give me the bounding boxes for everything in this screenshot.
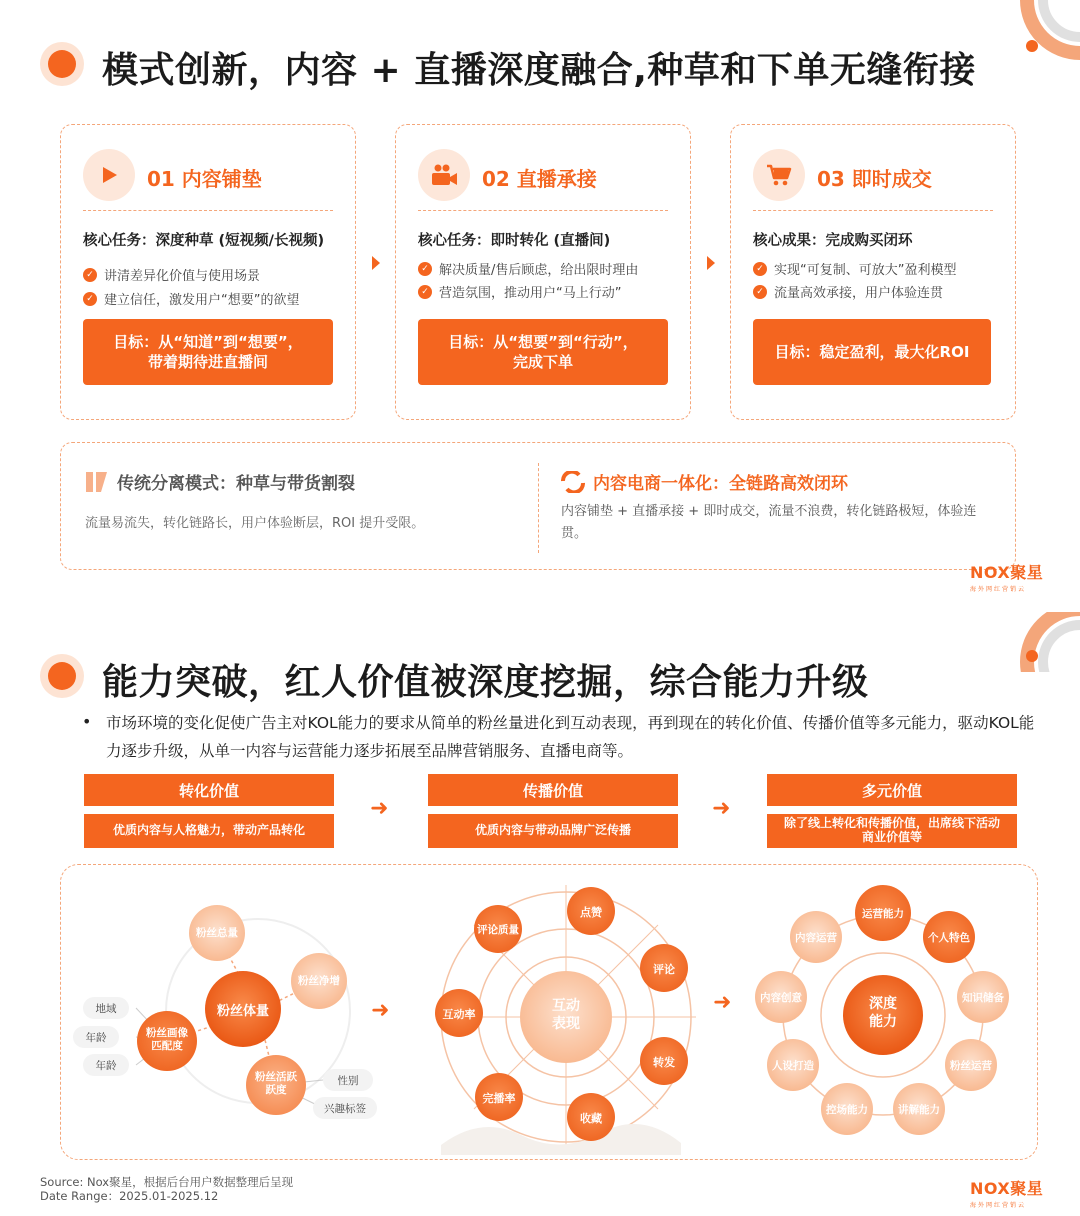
node-label: 评论质量 <box>477 924 519 936</box>
node-label: 粉丝活跃 跃度 <box>255 1071 297 1097</box>
goal-banner: 目标：从“知道”到“想要”， 带着期待进直播间 <box>83 319 333 385</box>
card-task: 核心任务：深度种草 (短视频/长视频) <box>83 233 325 249</box>
split-icon <box>85 471 109 493</box>
node-label: 点赞 <box>580 906 602 919</box>
card-title: 01 内容铺垫 <box>147 167 262 191</box>
value-head: 多元价值 <box>767 774 1017 806</box>
pill-label: 年龄 <box>85 1032 107 1044</box>
arrow-right-icon <box>372 256 380 270</box>
value-head: 传播价值 <box>428 774 678 806</box>
card-bullet: ✓ 讲清差异化价值与使用场景 <box>83 265 260 284</box>
check-icon: ✓ <box>418 285 432 299</box>
node-label: 评论 <box>653 963 675 976</box>
check-icon: ✓ <box>83 292 97 306</box>
step-card-content <box>60 124 356 420</box>
traditional-mode-title: 传统分离模式：种草与带货割裂 <box>85 469 355 494</box>
date-range: Date Range：2025.01-2025.12 <box>40 1189 219 1203</box>
nox-logo: NOX聚星 海外网红营销云 <box>970 1179 1044 1209</box>
corner-decoration <box>1020 612 1080 672</box>
divider <box>538 463 539 553</box>
section-title: 能力突破，红人价值被深度挖掘，综合能力升级 <box>102 662 869 703</box>
center-label: 深度 能力 <box>869 996 897 1031</box>
comparison-box <box>60 442 1016 570</box>
value-body: 优质内容与人格魅力，带动产品转化 <box>84 814 334 848</box>
card-title: 03 即时成交 <box>817 167 932 191</box>
arrow-right-icon: ➜ <box>370 796 389 821</box>
check-icon: ✓ <box>83 268 97 282</box>
node-label: 人设打造 <box>772 1060 814 1072</box>
node-label: 控场能力 <box>826 1104 868 1116</box>
pill-label: 兴趣标签 <box>324 1103 366 1115</box>
title-dot <box>40 654 84 698</box>
node-label: 内容创意 <box>760 992 802 1004</box>
arrow-right-icon: ➜ <box>712 796 731 821</box>
node-label: 运营能力 <box>862 908 904 920</box>
node-label: 收藏 <box>580 1112 602 1125</box>
step-card-live <box>395 124 691 420</box>
card-bullet: ✓ 流量高效承接，用户体验连贯 <box>753 282 943 301</box>
pill-label: 性别 <box>337 1075 359 1087</box>
node-label: 粉丝画像 匹配度 <box>146 1027 188 1053</box>
card-header <box>418 149 668 211</box>
arrow-right-icon: ➜ <box>371 998 390 1023</box>
node-label: 知识储备 <box>962 992 1004 1004</box>
value-body: 除了线上转化和传播价值，出席线下活动 商业价值等 <box>767 814 1017 848</box>
node-label: 粉丝净增 <box>298 975 340 987</box>
card-bullet: ✓ 实现“可复制、可放大”盈利模型 <box>753 259 956 278</box>
loop-icon <box>561 471 585 493</box>
card-title: 02 直播承接 <box>482 167 597 191</box>
card-bullet: ✓ 营造氛围，推动用户“马上行动” <box>418 282 621 301</box>
pill-label: 地域 <box>95 1003 117 1015</box>
traditional-mode-text: 流量易流失，转化链路长，用户体验断层，ROI 提升受限。 <box>85 516 425 531</box>
card-bullet: ✓ 建立信任，激发用户“想要”的欲望 <box>83 289 299 308</box>
integrated-mode-text: 内容铺垫 + 直播承接 + 即时成交，流量不浪费，转化链路极短，体验连贯。 <box>561 504 977 542</box>
goal-banner: 目标：从“想要”到“行动”， 完成下单 <box>418 319 668 385</box>
capability-diagrams <box>60 864 1038 1160</box>
node-label: 粉丝总量 <box>196 927 238 939</box>
arrow-right-icon <box>707 256 715 270</box>
step-card-deal <box>730 124 1016 420</box>
node-label: 转发 <box>653 1056 675 1069</box>
value-head: 转化价值 <box>84 774 334 806</box>
node-label: 完播率 <box>482 1092 516 1105</box>
card-task: 核心任务：即时转化 (直播间) <box>418 233 611 249</box>
check-icon: ✓ <box>753 262 767 276</box>
node-label: 内容运营 <box>795 932 837 944</box>
corner-decoration <box>1020 0 1080 60</box>
pill-label: 年龄 <box>95 1060 117 1072</box>
integrated-mode-title: 内容电商一体化：全链路高效闭环 <box>561 469 848 494</box>
node-label: 讲解能力 <box>898 1104 940 1116</box>
goal-banner: 目标：稳定盈利，最大化ROI <box>753 319 991 385</box>
card-header <box>753 149 993 211</box>
node-label: 粉丝运营 <box>950 1060 992 1072</box>
shopping-cart-icon <box>753 149 805 201</box>
title-dot <box>40 42 84 86</box>
card-task: 核心成果：完成购买闭环 <box>753 233 913 249</box>
node-label: 个人特色 <box>928 932 970 944</box>
bullet-dot: • <box>82 712 92 731</box>
page-title: 模式创新，内容 + 直播深度融合,种草和下单无缝衔接 <box>102 50 976 91</box>
node-label: 互动率 <box>442 1008 476 1021</box>
center-label: 粉丝体量 <box>216 1004 269 1019</box>
check-icon: ✓ <box>753 285 767 299</box>
card-bullet: ✓ 解决质量/售后顾虑，给出限时理由 <box>418 259 638 278</box>
video-camera-icon <box>418 149 470 201</box>
check-icon: ✓ <box>418 262 432 276</box>
value-body: 优质内容与带动品牌广泛传播 <box>428 814 678 848</box>
intro-text: 市场环境的变化促使广告主对KOL能力的要求从简单的粉丝量进化到互动表现，再到现在的转化价值、传播价值等多元能力，驱动KOL能力逐步升级，从单一内容与运营能力逐步拓展至品牌营销服务、直播电商等。 <box>106 714 1035 760</box>
nox-logo: NOX聚星 海外网红营销云 <box>970 563 1044 593</box>
card-header <box>83 149 333 211</box>
play-icon <box>83 149 135 201</box>
arrow-right-icon: ➜ <box>713 990 732 1015</box>
center-label: 互动 表现 <box>552 998 580 1033</box>
source-note: Source: Nox聚星，根据后台用户数据整理后呈现 <box>40 1175 294 1189</box>
